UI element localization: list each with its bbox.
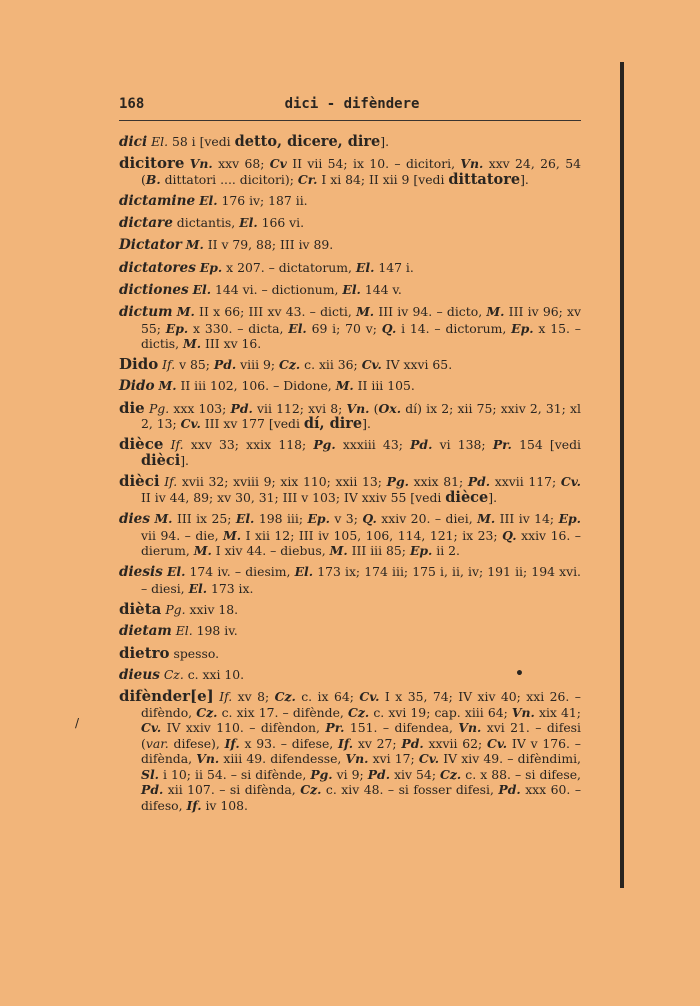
entry-dicitore: dicitore Vn. xxv 68; Cv II vii 54; ix 10. – dicitori, Vn. xxv 24, 26, 54 (B. dittatori .... dicitori); Cr. I xi 84; II xii 9 [vedi dittatore]. xyxy=(119,154,581,188)
page-edge-line xyxy=(620,62,624,888)
ink-dot-mark: • xyxy=(515,666,524,682)
entry-dieta: dièta Pg. xxiv 18. xyxy=(119,600,239,619)
entry-dictator: Dictator M. II v 79, 88; III iv 89. xyxy=(119,237,334,254)
entry-diece: dièce If. xxv 33; xxix 118; Pg. xxxiii 43; Pd. vi 138; Pr. 154 [vedi dièci]. xyxy=(119,435,581,470)
entry-dictare: dictare dictantis, El. 166 vi. xyxy=(119,215,305,232)
entry-dietam: dietam El. 198 iv. xyxy=(119,623,238,640)
entry-dici: dici El. 58 i [vedi detto, dicere, dire]. xyxy=(119,133,390,150)
entry-dieci: dièci If. xvii 32; xviii 9; xix 110; xxii 13; Pg. xxix 81; Pd. xxvii 117; Cv. II iv 44, 89; xv 30, 31; III v 103; IV xxiv 55 [vedi dièce]. xyxy=(119,472,581,506)
entry-dido-latin: Dido M. II iii 102, 106. – Didone, M. II iii 105. xyxy=(119,378,415,395)
entry-diesis: diesis El. 174 iv. – diesim, El. 173 ix; 174 iii; 175 i, ii, iv; 191 ii; 194 xvi. – diesi, El. 173 ix. xyxy=(119,564,581,596)
running-header xyxy=(119,96,585,118)
entry-dieus: dieus Cz. c. xxi 10. xyxy=(119,666,245,683)
entry-dietro: dietro spesso. xyxy=(119,643,220,662)
entry-dictatores: dictatores Ep. x 207. – dictatorum, El. 147 i. xyxy=(119,259,414,276)
entry-die: die Pg. xxx 103; Pd. vii 112; xvi 8; Vn. (Ox. dí) ix 2; xii 75; xxiv 2, 31; xl 2, 13; Cv. III xv 177 [vedi dí, dire]. xyxy=(119,398,581,433)
running-title: dici - difèndere xyxy=(284,96,420,112)
entry-difendere: difènder[e] If. xv 8; Cz. c. ix 64; Cv. I x 35, 74; IV xiv 40; xxi 26. – difèndo, Cz. c. xix 17. – difènde, Cz. c. xvi 19; cap. xiii 64; Vn. xix 41; Cv. IV xxiv 110. – difèndon, Pr. 151. – difendea, Vn. xvi 21. – difesi (var. difese), If. x 93. – difese, If. xv 27; Pd. xxvii 62; Cv. IV v 176. – difènda, Vn. xiii 49. difendesse, Vn. xvi 17; Cv. IV xiv 49. – difèndimi, Sl. i 10; ii 54. – si difènde, Pg. vi 9; Pd. xiv 54; Cz. c. x 88. – si difese, Pd. xii 107. – si difènda, Cz. c. xiv 48. – si fosser difesi, Pd. xxx 60. – difeso, If. iv 108. xyxy=(119,686,582,814)
page-number: 168 xyxy=(119,96,145,112)
entry-dictamine: dictamine El. 176 iv; 187 ii. xyxy=(119,192,308,209)
pencil-tick-mark: / xyxy=(75,716,80,730)
entry-dictum: dictum M. II x 66; III xv 43. – dicti, M. III iv 94. – dicto, M. III iv 96; xv 55; Ep. x 330. – dicta, El. 69 i; 70 v; Q. i 14. – dictorum, Ep. x 15. – dictis, M. III xv 16. xyxy=(119,303,582,352)
entry-dictiones: dictiones El. 144 vi. – dictionum, El. 144 v. xyxy=(119,281,402,298)
dictionary-entries xyxy=(119,134,581,819)
entry-dies: dies M. III ix 25; El. 198 iii; Ep. v 3; Q. xxiv 20. – diei, M. III iv 14; Ep. vii 94. – die, M. I xii 12; III iv 105, 106, 114, 121; ix 23; Q. xxiv 16. – dierum, M. I xiv 44. – diebus, M. III iii 85; Ep. ii 2. xyxy=(119,511,581,559)
header-rule xyxy=(119,120,581,121)
entry-dido: Dido If. v 85; Pd. viii 9; Cz. c. xii 36; Cv. IV xxvi 65. xyxy=(119,355,453,374)
